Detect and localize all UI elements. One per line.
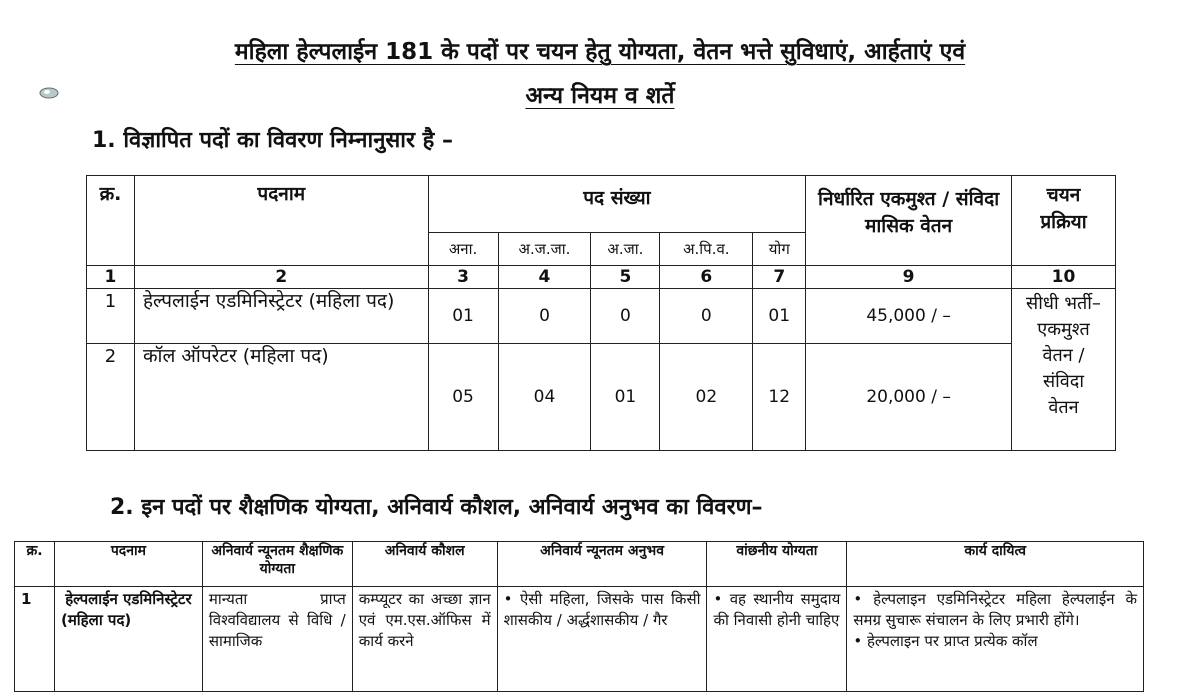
col-number: 2: [134, 266, 428, 289]
col-number: 7: [753, 266, 806, 289]
row-desired: • वह स्थानीय समुदाय की निवासी होनी चाहिए: [707, 587, 847, 692]
col-number: 1: [87, 266, 135, 289]
section1-heading: 1. विज्ञापित पदों का विवरण निम्नानुसार है –: [92, 128, 453, 153]
row-skill: कम्प्यूटर का अच्छा ज्ञान एवं एम.एस.ऑफिस में कार्य करने: [352, 587, 497, 692]
header-process: चयन प्रक्रिया: [1011, 176, 1115, 266]
row-post: कॉल ऑपरेटर (महिला पद): [134, 344, 428, 451]
row-experience: • ऐसी महिला, जिसके पास किसी शासकीय / अर्द्धशासकीय / गैर: [497, 587, 707, 692]
row-education: मान्यता प्राप्त विश्वविद्यालय से विधि / सामाजिक: [202, 587, 352, 692]
row-una: 01: [428, 289, 498, 344]
row-sc: 0: [591, 289, 660, 344]
row-post: हेल्पलाईन एडमिनिस्ट्रेटर (महिला पद): [54, 587, 202, 692]
header-salary: निर्धारित एकमुश्त / संविदा मासिक वेतन: [806, 176, 1012, 266]
row-obc: 0: [660, 289, 753, 344]
row-salary: 45,000 / –: [806, 289, 1012, 344]
duty-item: • हेल्पलाइन पर प्राप्त प्रत्येक कॉल: [853, 631, 1137, 652]
pin-icon: [38, 86, 60, 100]
col-number: 6: [660, 266, 753, 289]
header-sno: क्र.: [87, 176, 135, 266]
row-duty: [847, 587, 1144, 692]
col-number: 9: [806, 266, 1012, 289]
document-title-line2: अन्य नियम व शर्ते: [525, 83, 675, 109]
row-sc: 01: [591, 344, 660, 451]
row-obc: 02: [660, 344, 753, 451]
header-desired: वांछनीय योग्यता: [707, 542, 847, 587]
header-education: अनिवार्य न्यूनतम शैक्षणिक योग्यता: [202, 542, 352, 587]
table-row: [15, 587, 1144, 692]
section2-heading: 2. इन पदों पर शैक्षणिक योग्यता, अनिवार्य कौशल, अनिवार्य अनुभव का विवरण–: [110, 495, 763, 520]
col-number: 5: [591, 266, 660, 289]
header-sno: क्र.: [15, 542, 55, 587]
col-number: 3: [428, 266, 498, 289]
selection-process: सीधी भर्ती– एकमुश्त वेतन / संविदा वेतन: [1011, 289, 1115, 451]
row-post: हेल्पलाईन एडमिनिस्ट्रेटर (महिला पद): [134, 289, 428, 344]
row-una: 05: [428, 344, 498, 451]
subheader-sc: अ.जा.: [591, 233, 660, 266]
row-st: 0: [498, 289, 591, 344]
row-salary: 20,000 / –: [806, 344, 1012, 451]
header-post: पदनाम: [54, 542, 202, 587]
col-number: 10: [1011, 266, 1115, 289]
row-st: 04: [498, 344, 591, 451]
header-post: पदनाम: [134, 176, 428, 266]
subheader-una: अना.: [428, 233, 498, 266]
col-number: 4: [498, 266, 591, 289]
qualification-table: [14, 541, 1144, 692]
row-total: 12: [753, 344, 806, 451]
document-title-line1: महिला हेल्पलाईन 181 के पदों पर चयन हेतु योग्यता, वेतन भत्ते सुविधाएं, आर्हताएं एवं: [234, 39, 966, 65]
row-total: 01: [753, 289, 806, 344]
table-row: [87, 289, 1116, 344]
header-duty: कार्य दायित्व: [847, 542, 1144, 587]
header-post-count: पद संख्या: [428, 176, 806, 233]
row-sno: 2: [87, 344, 135, 451]
row-sno: 1: [87, 289, 135, 344]
duty-item: • हेल्पलाइन एडमिनिस्ट्रेटर महिला हेल्पलाईन के समग्र सुचारू संचालन के लिए प्रभारी होंगे।: [853, 589, 1137, 631]
subheader-st: अ.ज.जा.: [498, 233, 591, 266]
header-experience: अनिवार्य न्यूनतम अनुभव: [497, 542, 707, 587]
posts-table: [86, 175, 1116, 451]
subheader-obc: अ.पि.व.: [660, 233, 753, 266]
subheader-total: योग: [753, 233, 806, 266]
table-row: [87, 344, 1116, 451]
header-skill: अनिवार्य कौशल: [352, 542, 497, 587]
row-sno: 1: [15, 587, 55, 692]
